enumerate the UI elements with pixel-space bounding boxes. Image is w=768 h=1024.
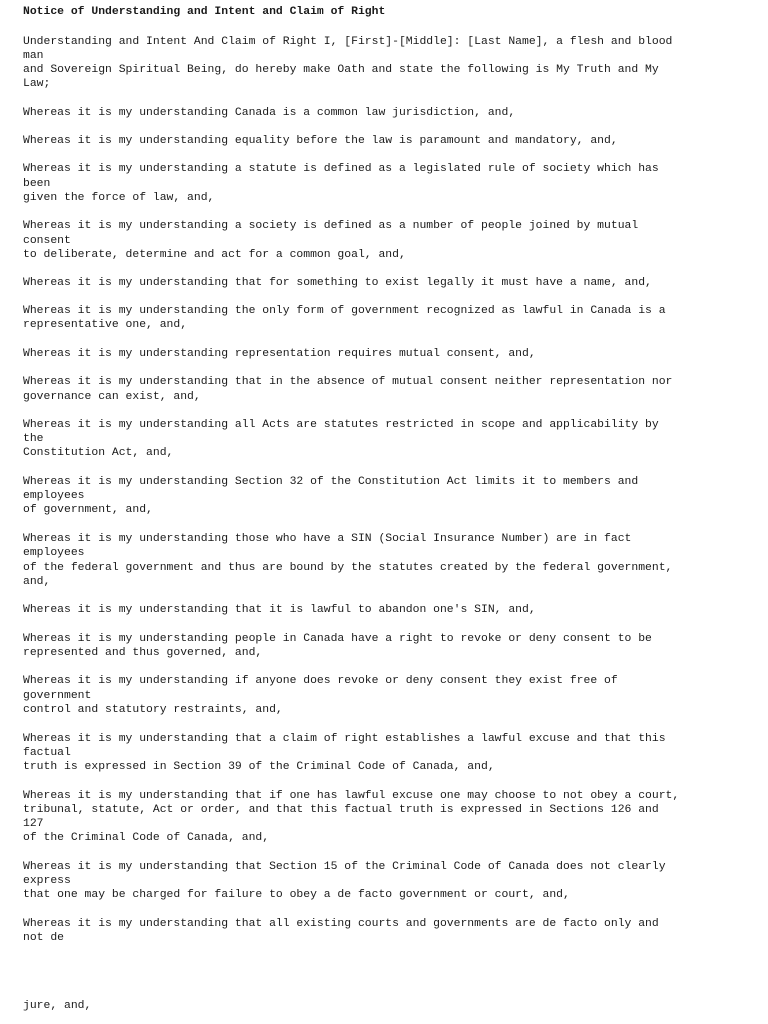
text-line: tribunal, statute, Act or order, and that this factual truth is expressed in Sections 126 and bbox=[23, 804, 659, 816]
text-line: Whereas it is my understanding Canada is a common law jurisdiction, and, bbox=[23, 107, 516, 119]
text-line: of the Criminal Code of Canada, and, bbox=[23, 832, 270, 844]
text-line: and, bbox=[23, 576, 51, 588]
text-line: jure, and, bbox=[23, 1000, 92, 1012]
text-line: man bbox=[23, 50, 44, 62]
text-line: represented and thus governed, and, bbox=[23, 647, 263, 659]
text-line: Whereas it is my understanding those who have a SIN (Social Insurance Number) are in fact bbox=[23, 533, 632, 545]
text-line: Whereas it is my understanding representation requires mutual consent, and, bbox=[23, 348, 536, 360]
text-line: Whereas it is my understanding that all existing courts and governments are de facto only and bbox=[23, 918, 659, 930]
document-title: Notice of Understanding and Intent and Claim of Right bbox=[23, 6, 386, 18]
text-line: to deliberate, determine and act for a common goal, and, bbox=[23, 249, 406, 261]
text-line: Law; bbox=[23, 78, 51, 90]
text-line: factual bbox=[23, 747, 71, 759]
text-line: representative one, and, bbox=[23, 319, 188, 331]
text-line: Whereas it is my understanding the only form of government recognized as lawful in Canada is a bbox=[23, 305, 666, 317]
text-line: Whereas it is my understanding Section 32 of the Constitution Act limits it to members and bbox=[23, 476, 639, 488]
text-line: not de bbox=[23, 932, 65, 944]
text-line: Whereas it is my understanding a society is defined as a number of people joined by mutual bbox=[23, 220, 639, 232]
text-line: governance can exist, and, bbox=[23, 391, 201, 403]
text-line: been bbox=[23, 178, 51, 190]
text-line: 127 bbox=[23, 818, 44, 830]
text-line: consent bbox=[23, 235, 71, 247]
text-line: express bbox=[23, 875, 71, 887]
text-line: employees bbox=[23, 490, 85, 502]
text-line: Whereas it is my understanding if anyone does revoke or deny consent they exist free of bbox=[23, 675, 618, 687]
text-line: Whereas it is my understanding a statute is defined as a legislated rule of society which has bbox=[23, 163, 659, 175]
text-line: Constitution Act, and, bbox=[23, 447, 174, 459]
text-line: Whereas it is my understanding equality before the law is paramount and mandatory, and, bbox=[23, 135, 618, 147]
text-line: Whereas it is my understanding all Acts are statutes restricted in scope and applicability by bbox=[23, 419, 659, 431]
text-line: the bbox=[23, 433, 44, 445]
text-line: that one may be charged for failure to obey a de facto government or court, and, bbox=[23, 889, 570, 901]
text-line: Whereas it is my understanding that in the absence of mutual consent neither representation nor bbox=[23, 376, 673, 388]
text-line: of the federal government and thus are bound by the statutes created by the federal government, bbox=[23, 562, 673, 574]
text-line: control and statutory restraints, and, bbox=[23, 704, 283, 716]
text-line: and Sovereign Spiritual Being, do hereby make Oath and state the following is My Truth and My bbox=[23, 64, 659, 76]
text-line: Understanding and Intent And Claim of Right I, [First]-[Middle]: [Last Name], a flesh and blood bbox=[23, 36, 673, 48]
text-line: truth is expressed in Section 39 of the Criminal Code of Canada, and, bbox=[23, 761, 495, 773]
text-line: employees bbox=[23, 547, 85, 559]
text-line: Whereas it is my understanding that if one has lawful excuse one may choose to not obey a court, bbox=[23, 790, 680, 802]
text-line: of government, and, bbox=[23, 504, 153, 516]
text-line: government bbox=[23, 690, 92, 702]
text-line: Whereas it is my understanding people in Canada have a right to revoke or deny consent to be bbox=[23, 633, 652, 645]
text-line: Whereas it is my understanding that a claim of right establishes a lawful excuse and that this bbox=[23, 733, 666, 745]
text-line: given the force of law, and, bbox=[23, 192, 215, 204]
text-line: Whereas it is my understanding that it is lawful to abandon one's SIN, and, bbox=[23, 604, 536, 616]
text-line: Whereas it is my understanding that for something to exist legally it must have a name, and, bbox=[23, 277, 652, 289]
text-line: Whereas it is my understanding that Section 15 of the Criminal Code of Canada does not clearly bbox=[23, 861, 666, 873]
